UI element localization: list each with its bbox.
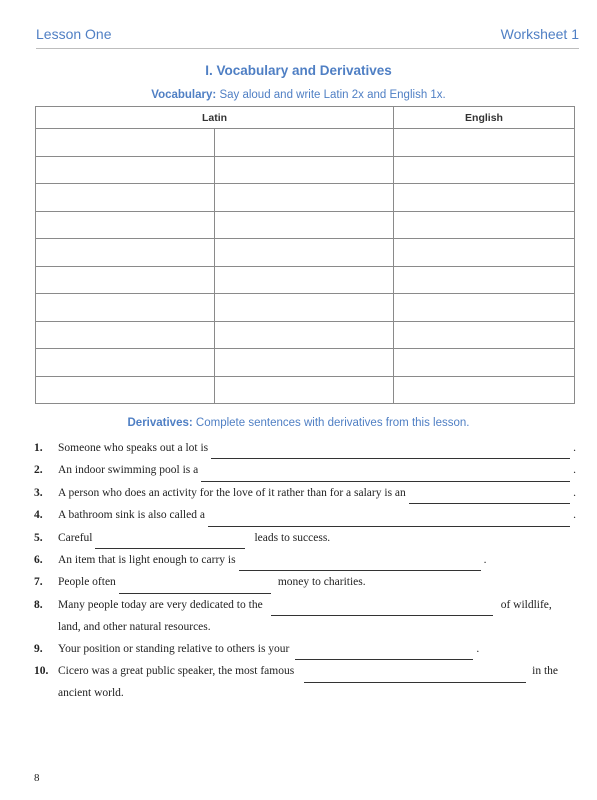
item-text-after: . [483,553,487,566]
item-text-after: money to charities. [277,576,366,589]
english-cell[interactable] [394,156,575,184]
vocabulary-row [36,266,575,294]
derivative-item [34,638,576,660]
vocabulary-row [36,239,575,267]
item-text-after: of wildlife, [500,598,552,611]
header-rule [36,48,579,49]
item-text-after: leads to success. [254,531,331,544]
item-text: People often [58,576,116,589]
vocabulary-row [36,294,575,322]
answer-blank[interactable] [304,668,526,683]
item-number: 4. [34,509,43,522]
answer-blank[interactable] [239,556,481,571]
latin-cell[interactable] [36,294,215,322]
latin-cell[interactable] [36,211,215,239]
latin-cell[interactable] [215,239,394,267]
item-text: Many people today are very dedicated to the [58,598,263,611]
answer-blank[interactable] [295,645,473,660]
item-text: Someone who speaks out a lot is [58,442,209,454]
vocabulary-row [36,349,575,377]
derivative-item [34,437,576,459]
worksheet-label: Worksheet 1 [500,26,579,42]
latin-cell[interactable] [36,184,215,212]
latin-cell[interactable] [215,349,394,377]
answer-blank[interactable] [211,444,570,459]
derivative-item [34,594,576,638]
item-number: 3. [34,486,43,499]
item-text: An item that is light enough to carry is [58,553,236,566]
item-text-after: in the [532,665,559,678]
lesson-title: Lesson One [36,26,112,42]
item-number: 8. [34,598,43,611]
english-cell[interactable] [394,294,575,322]
derivative-item [34,549,576,571]
latin-cell[interactable] [215,211,394,239]
answer-blank[interactable] [208,512,570,527]
english-cell[interactable] [394,349,575,377]
latin-cell[interactable] [215,376,394,404]
item-number: 2. [34,464,43,477]
item-text: Careful [58,531,93,544]
latin-cell[interactable] [215,266,394,294]
latin-cell[interactable] [215,184,394,212]
section-title: I. Vocabulary and Derivatives [205,63,392,78]
vocabulary-row [36,211,575,239]
answer-blank[interactable] [409,489,570,504]
item-text: A person who does an activity for the love of it rather than for a salary is an [58,486,406,499]
derivative-item [34,482,576,504]
item-number: 1. [34,442,43,454]
answer-blank[interactable] [119,579,271,594]
derivatives-list [34,437,576,704]
latin-cell[interactable] [36,129,215,157]
latin-column-header: Latin [36,107,394,129]
vocabulary-row [36,184,575,212]
derivatives-instruction [0,417,597,429]
latin-cell[interactable] [36,239,215,267]
english-cell[interactable] [394,376,575,404]
derivatives-instruction-text: Complete sentences with derivatives from this lesson. [195,417,470,429]
item-text-after: . [573,509,576,522]
derivative-item [34,660,576,704]
vocabulary-table [35,106,575,404]
latin-cell[interactable] [215,294,394,322]
vocabulary-instruction [0,89,597,101]
latin-cell[interactable] [215,156,394,184]
item-text-after: . [573,464,576,477]
derivative-item [34,459,576,481]
item-number: 7. [34,576,43,589]
item-text-after: . [573,486,576,499]
latin-cell[interactable] [36,156,215,184]
english-cell[interactable] [394,239,575,267]
english-column-header: English [394,107,575,129]
latin-cell[interactable] [215,129,394,157]
item-number: 10. [34,665,49,678]
item-text: Cicero was a great public speaker, the most famous [58,665,295,678]
latin-cell[interactable] [36,266,215,294]
item-text-after: . [573,442,576,454]
derivative-item [34,571,576,593]
answer-blank[interactable] [201,467,570,482]
answer-blank[interactable] [95,534,245,549]
vocabulary-row [36,321,575,349]
latin-cell[interactable] [36,376,215,404]
latin-cell[interactable] [215,321,394,349]
english-cell[interactable] [394,266,575,294]
item-number: 5. [34,531,43,544]
english-cell[interactable] [394,184,575,212]
vocabulary-label: Vocabulary: [151,89,217,101]
item-text-continued: land, and other natural resources. [58,620,211,633]
latin-cell[interactable] [36,321,215,349]
english-cell[interactable] [394,129,575,157]
item-text-continued: ancient world. [58,687,124,700]
vocabulary-row [36,376,575,404]
vocabulary-instruction-text: Say aloud and write Latin 2x and English 1x. [219,89,446,101]
item-number: 6. [34,553,43,566]
item-text-after: . [476,642,480,655]
item-text: Your position or standing relative to others is your [58,642,290,655]
item-text: An indoor swimming pool is a [58,464,199,477]
derivative-item [34,504,576,526]
english-cell[interactable] [394,211,575,239]
page-number: 8 [34,772,40,784]
answer-blank[interactable] [271,601,493,616]
item-text: A bathroom sink is also called a [58,509,205,522]
english-cell[interactable] [394,321,575,349]
vocabulary-row [36,156,575,184]
derivative-item [34,527,576,549]
latin-cell[interactable] [36,349,215,377]
item-number: 9. [34,642,43,655]
derivatives-label: Derivatives: [127,417,193,429]
vocabulary-row [36,129,575,157]
